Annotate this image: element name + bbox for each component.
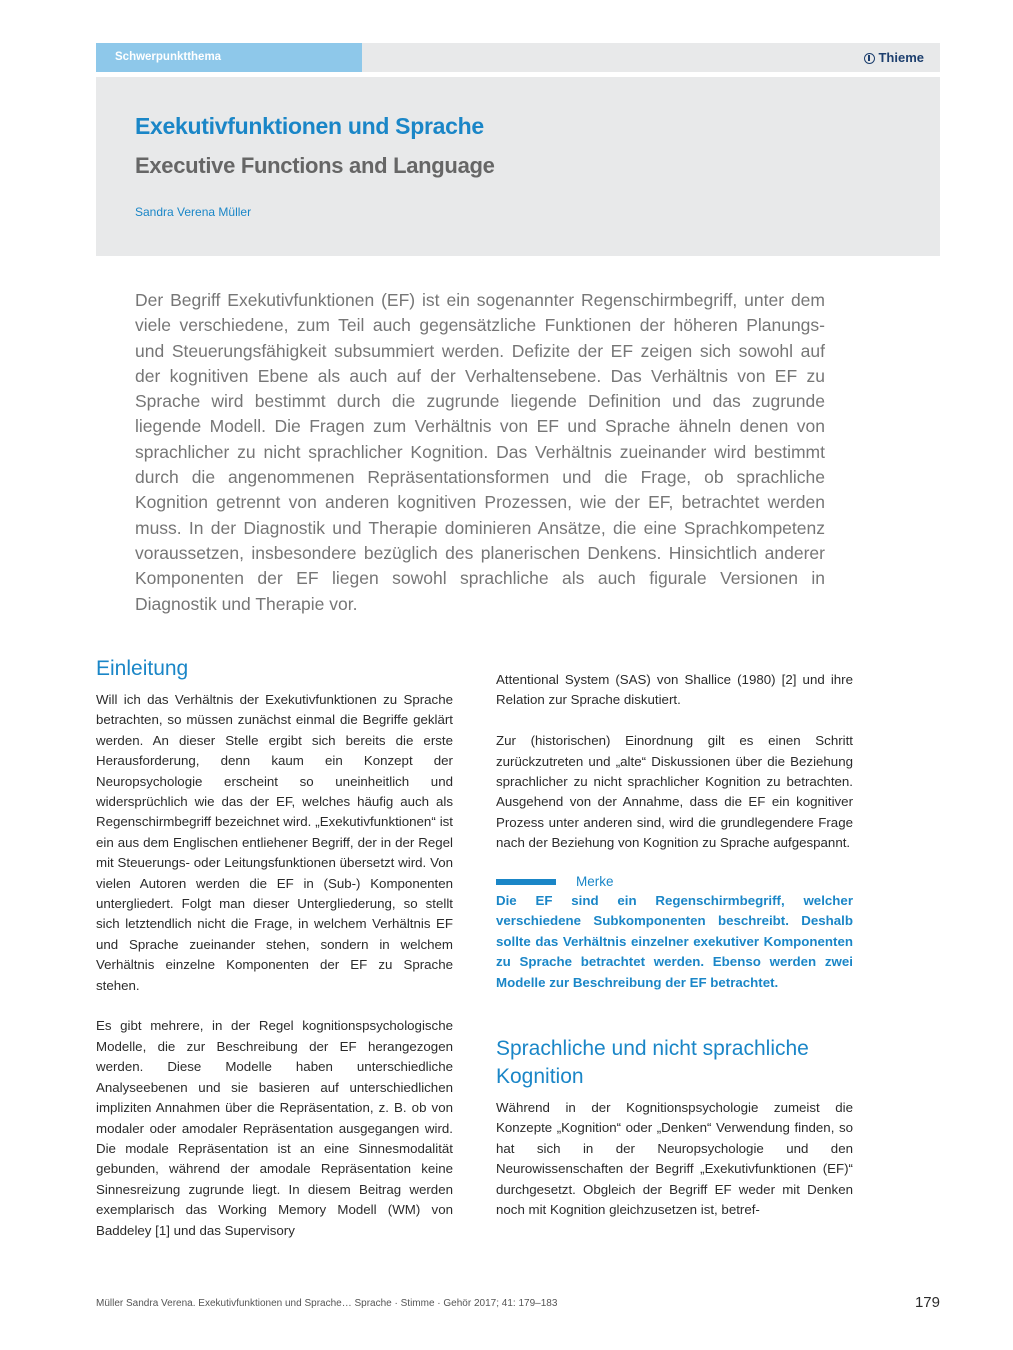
paragraph: Attentional System (SAS) von Shallice (1980) [2] und ihre Relation zur Sprache diskutiert. — [496, 672, 853, 708]
merke-label: Merke — [576, 874, 614, 890]
title-box — [96, 77, 940, 256]
publisher-name: Thieme — [878, 50, 924, 65]
page-number: 179 — [914, 1294, 940, 1311]
paragraph: Es gibt mehrere, in der Regel kognitionspsychologische Modelle, die zur Beschreibung der EF herangezogen werden. Diese Modelle haben unterschiedliche Analyseebenen und sie basieren auf unterschiedlichen impliziten Annahmen über die Repräsentation, z. B. ob von modaler oder amodaler Repräsentation ausgegangen wird. Die modale Repräsentation ist an eine Sinnesmodalität gebunden, während der amodale Repräsentation keine Sinnesreizung zugrunde liegt. In diesem Beitrag werden exemplarisch das Working Memory Modell (WM) von Baddeley [1] und das Supervisory — [96, 1018, 453, 1238]
section-label: Schwerpunktthema — [96, 43, 362, 72]
thieme-icon — [864, 53, 875, 64]
paragraph: Während in der Kognitionspsychologie zumeist die Konzepte „Kognition“ oder „Denken“ Verwendung finden, so hat sich in der Neuropsychologie und den Neurowissenschaften der Begriff „Exekutivfunktionen (EF)“ durchgesetzt. Obgleich der Begriff EF weder mit Denken noch mit Kognition gleichzusetzen ist, betref- — [496, 1100, 853, 1218]
merke-bar-icon — [496, 879, 556, 885]
header-bar — [96, 43, 940, 72]
abstract: Der Begriff Exekutivfunktionen (EF) ist ein sogenannter Regenschirmbegriff, unter dem viele verschiedene, zum Teil auch gegensätzliche Funktionen der höheren Planungs- und Steuerungsfähigkeit subsummiert werden. Defizite der EF zeigen sich sowohl auf der kognitiven Ebene als auch auf der Verhaltensebene. Das Verhältnis von EF zu Sprache wird bestimmt durch die zugrunde liegende Definition und das zugrunde liegende Modell. Die Fragen zum Verhältnis von EF und Sprache ähneln denen von sprachlicher zu nicht sprachlicher Kognition. Das Verhältnis zueinander wird bestimmt durch die angenommenen Repräsentationsformen und die Frage, ob sprachliche Kognition getrennt von anderen kognitiven Prozessen, wie der EF, betrachtet werden muss. In der Diagnostik und Therapie dominieren Ansätze, die eine Sprachkompetenz voraussetzen, insbesondere bezüglich des planerischen Denkens. Hinsichtlich anderer Komponenten der EF liegen sowohl sprachliche als auch figurale Versionen in Diagnostik und Therapie vor. — [135, 290, 825, 614]
merke-box — [496, 874, 853, 993]
article-title-german: Exekutivfunktionen und Sprache — [135, 113, 484, 139]
footer-citation: Müller Sandra Verena. Exekutivfunktionen und Sprache… Sprache · Stimme · Gehör 2017; 41: 179–183 — [96, 1298, 558, 1309]
publisher-logo — [864, 43, 924, 72]
left-column — [96, 655, 453, 1261]
right-column — [496, 670, 853, 1241]
author: Sandra Verena Müller — [135, 205, 252, 219]
paragraph: Will ich das Verhältnis der Exekutivfunktionen zu Sprache betrachten, so müssen zunächst einmal die Begriffe geklärt werden. An dieser Stelle ergibt sich bereits die erste Herausforderung, denn kaum ein Konzept der Neuropsychologie erscheint so uneinheitlich und widersprüchlich wie das der EF, welches häufig auch als Regenschirmbegriff bezeichnet wird. „Exekutivfunktionen“ ist ein aus dem Englischen entliehener Begriff, der in der Regel mit Steuerungs- oder Leitungsfunktionen übersetzt wird. Von vielen Autoren werden die EF in (Sub-) Komponenten untergliedert. Folgt man dieser Untergliederung, so stellt sich letztendlich nicht die Frage, in welchem Verhältnis EF und Sprache zueinander stehen, sondern in welchem Verhältnis einzelne Komponenten der EF zu Sprache stehen. — [96, 692, 453, 993]
section-heading-kognition: Sprachliche und nicht sprachliche Kognition — [496, 1037, 809, 1089]
merke-text: Die EF sind ein Regenschirmbegriff, welcher verschiedene Subkomponenten beschreibt. Deshalb sollte das Verhältnis einzelner exekutiver Komponenten zu Sprache betrachtet werden. Ebenso werden zwei Modelle zur Beschreibung der EF betrachtet. — [496, 893, 853, 990]
paragraph: Zur (historischen) Einordnung gilt es einen Schritt zurückzutreten und „alte“ Diskussionen über die Beziehung sprachlicher zu nicht sprachlicher Kognition zu betrachten. Ausgehend von der Annahme, dass die EF ein kognitiver Prozess unter anderen sind, wird die grundlegendere Frage nach der Beziehung von Kognition zu Sprache aufgespannt. — [496, 733, 853, 851]
article-title-english: Executive Functions and Language — [135, 153, 495, 178]
section-heading-einleitung: Einleitung — [96, 657, 189, 680]
